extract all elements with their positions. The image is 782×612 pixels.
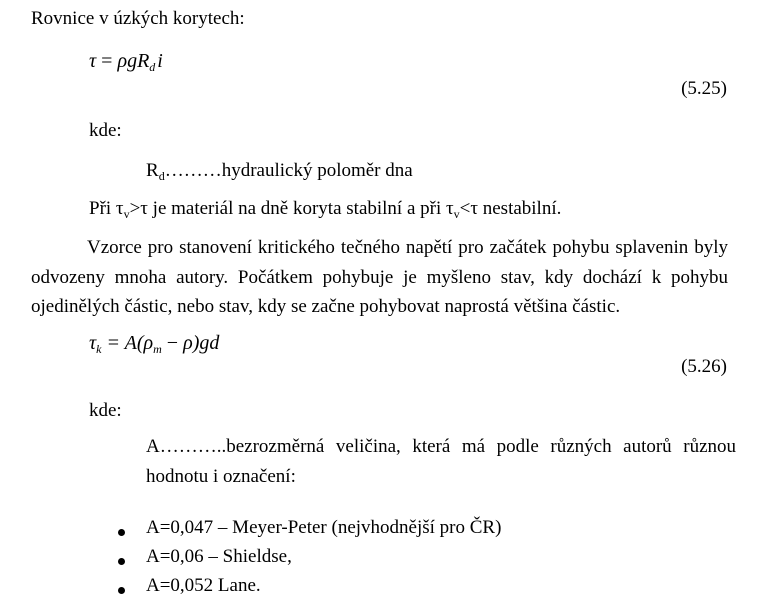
eq2-rho-m-subscript: m (153, 342, 162, 356)
stability-part-2: >τ je materiál na dně koryta stabilní a při τ (129, 198, 454, 219)
bullet-icon (118, 587, 125, 594)
eq-R-subscript: d (149, 60, 156, 74)
list-item-text: A=0,047 – Meyer-Peter (nejvhodnější pro ČR) (146, 517, 502, 538)
stability-sentence (89, 198, 561, 222)
def-symbol-subscript: d (158, 169, 165, 183)
where-label-2: kde: (89, 400, 122, 421)
equation-5-25 (89, 50, 163, 75)
eq-rho: ρ (117, 50, 128, 72)
eq2-rest-1: = A( (101, 332, 144, 354)
equation-number-5-26: (5.26) (681, 356, 727, 377)
def2-text: bezrozměrná veličina, která má podle různých autorů různou hodnotu i označení: (146, 436, 736, 487)
stability-part-1: Při τ (89, 198, 124, 219)
equation-5-26 (89, 332, 219, 357)
stability-sub-1: v (123, 207, 130, 221)
eq2-tau-subscript: k (96, 342, 102, 356)
definition-a (146, 432, 736, 492)
eq-R: R (137, 50, 150, 72)
equation-number-5-25: (5.25) (681, 78, 727, 99)
def2-lead: A……….. (146, 436, 227, 457)
eq2-rho: ρ (183, 332, 193, 354)
eq-i: i (157, 50, 163, 72)
list-item-text: A=0,06 – Shieldse, (146, 546, 292, 567)
eq2-rest-2: )gd (192, 332, 220, 354)
eq2-rho-m: ρ (143, 332, 154, 354)
eq2-minus: − (161, 332, 184, 354)
eq-g: g (127, 50, 138, 72)
definition-rd (146, 160, 413, 184)
eq-tau: τ (89, 50, 97, 72)
bullet-icon (118, 558, 125, 565)
list-item-text: A=0,052 Lane. (146, 575, 261, 596)
where-label-1: kde: (89, 120, 122, 141)
body-paragraph: Vzorce pro stanovení kritického tečného napětí pro začátek pohybu splavenin byly odvozeny mnoha autory. Počátkem pohybuje je myšleno stav, kdy dochází k pohybu ojedinělých částic, nebo stav, kdy se začne pohybovat naprostá většina částic. (31, 237, 728, 317)
section-heading: Rovnice v úzkých korytech: (31, 8, 245, 29)
def-dots: ……… (164, 160, 222, 181)
stability-sub-2: v (453, 207, 460, 221)
def-text: hydraulický poloměr dna (221, 160, 413, 181)
bullet-icon (118, 529, 125, 536)
def-symbol: R (146, 160, 159, 181)
eq2-tau: τ (89, 332, 97, 354)
stability-part-3: <τ nestabilní. (459, 198, 562, 219)
eq-equals: = (96, 50, 118, 72)
